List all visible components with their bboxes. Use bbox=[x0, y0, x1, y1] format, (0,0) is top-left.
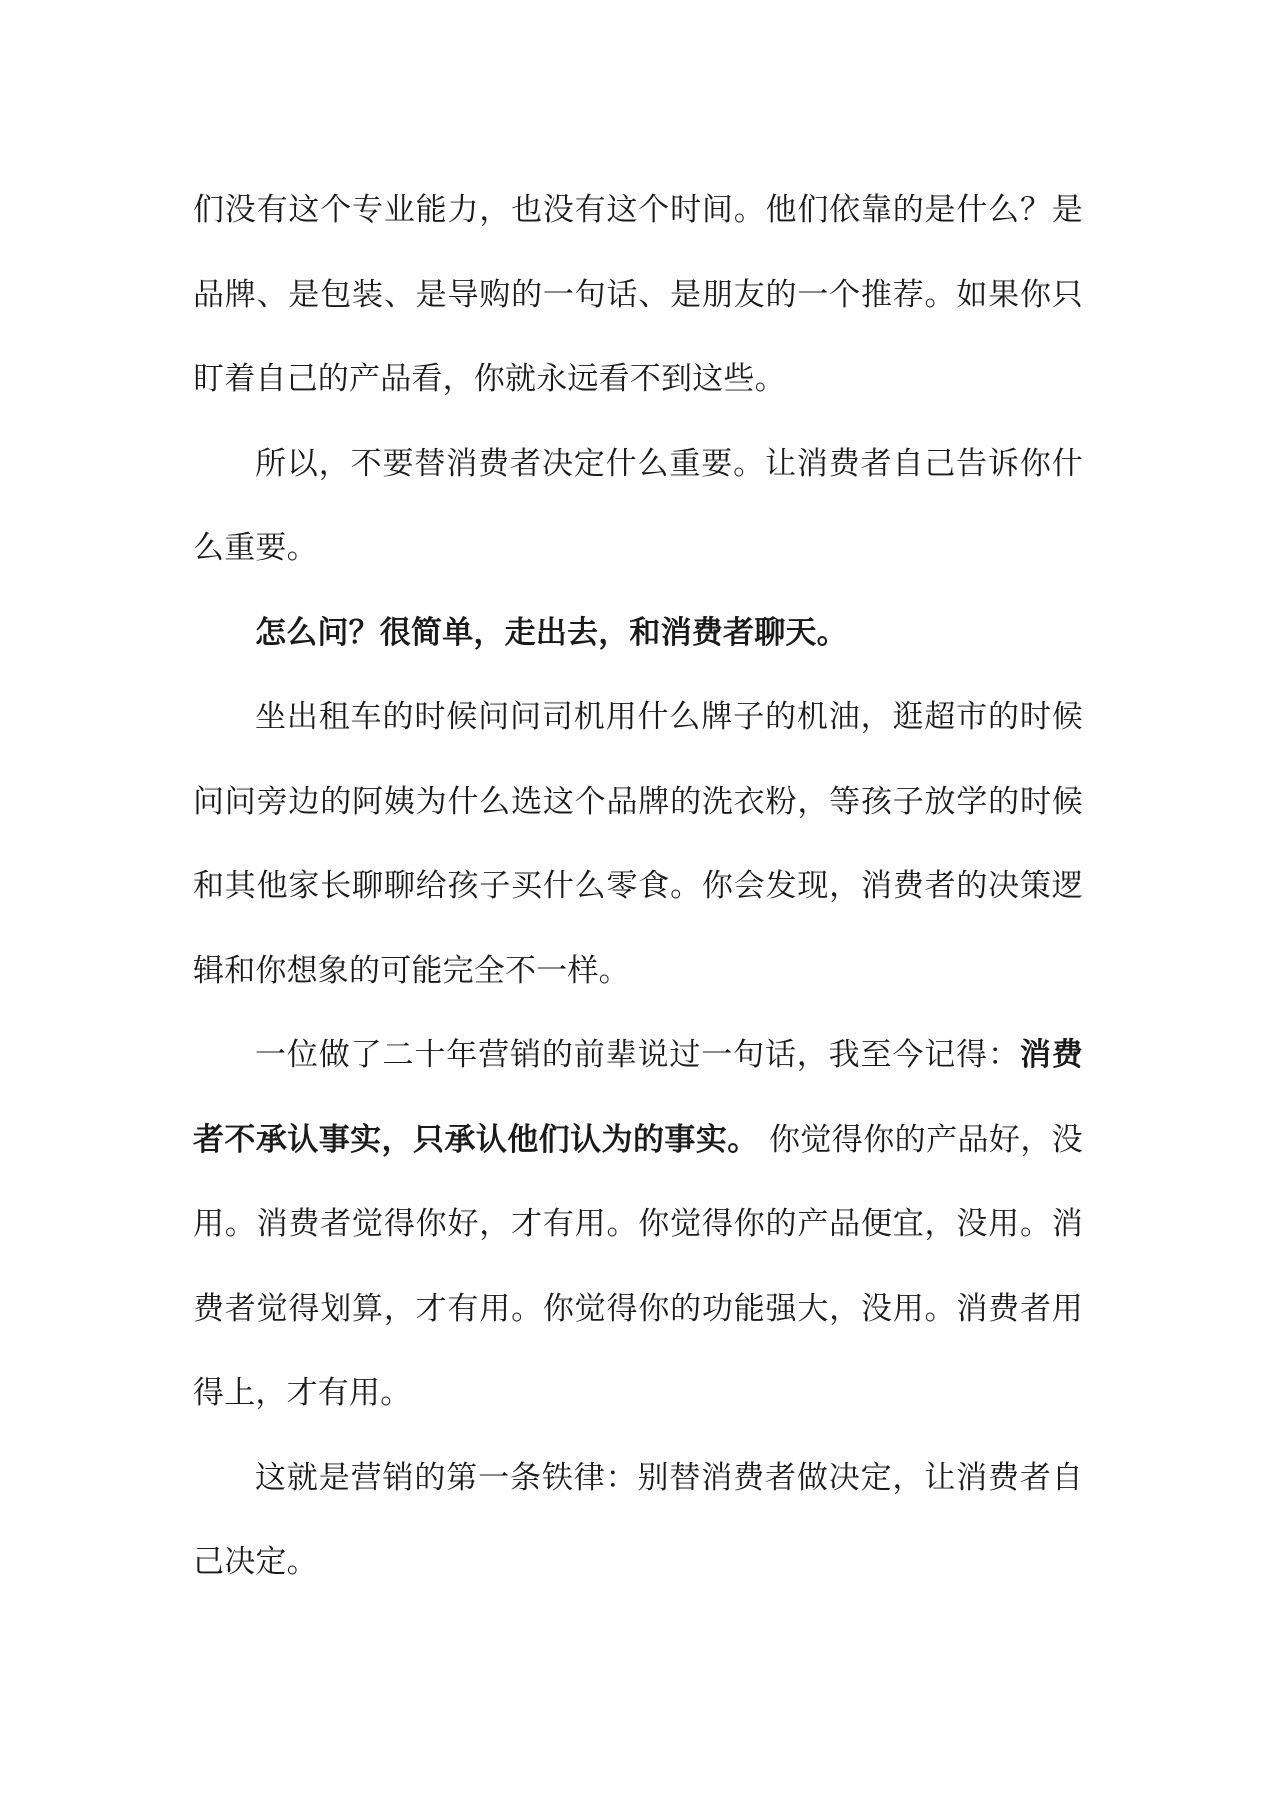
paragraph-3-bold bbox=[193, 591, 1083, 676]
paragraph-5 bbox=[193, 1013, 1083, 1436]
paragraph-5-intro: 一位做了二十年营销的前辈说过一句话，我至今记得： bbox=[255, 1037, 1020, 1073]
paragraph-1 bbox=[193, 168, 1083, 422]
paragraph-6 bbox=[193, 1436, 1083, 1605]
paragraph-2 bbox=[193, 422, 1083, 591]
paragraph-2-text: 所以，不要替消费者决定什么重要。让消费者自己告诉你什么重要。 bbox=[193, 445, 1083, 566]
paragraph-4 bbox=[193, 675, 1083, 1013]
paragraph-6-text: 这就是营销的第一条铁律：别替消费者做决定，让消费者自己决定。 bbox=[193, 1459, 1083, 1580]
paragraph-5-quote: 消费者不承认事实，只承认他们认为的事实。 bbox=[193, 1037, 1083, 1158]
paragraph-3-text: 怎么问？很简单，走出去，和消费者聊天。 bbox=[255, 614, 848, 651]
paragraph-5-rest: 你觉得你的产品好，没用。消费者觉得你好，才有用。你觉得你的产品便宜，没用。消费者觉得划算，才有用。你觉得你的功能强大，没用。消费者用得上，才有用。 bbox=[193, 1121, 1083, 1411]
paragraph-1-text: 们没有这个专业能力，也没有这个时间。他们依靠的是什么？是品牌、是包装、是导购的一句话、是朋友的一个推荐。如果你只盯着自己的产品看，你就永远看不到这些。 bbox=[193, 192, 1083, 397]
body-text bbox=[193, 168, 1083, 1605]
paragraph-4-text: 坐出租车的时候问问司机用什么牌子的机油，逛超市的时候问问旁边的阿姨为什么选这个品牌的洗衣粉，等孩子放学的时候和其他家长聊聊给孩子买什么零食。你会发现，消费者的决策逻辑和你想象的可能完全不一样。 bbox=[193, 699, 1083, 989]
